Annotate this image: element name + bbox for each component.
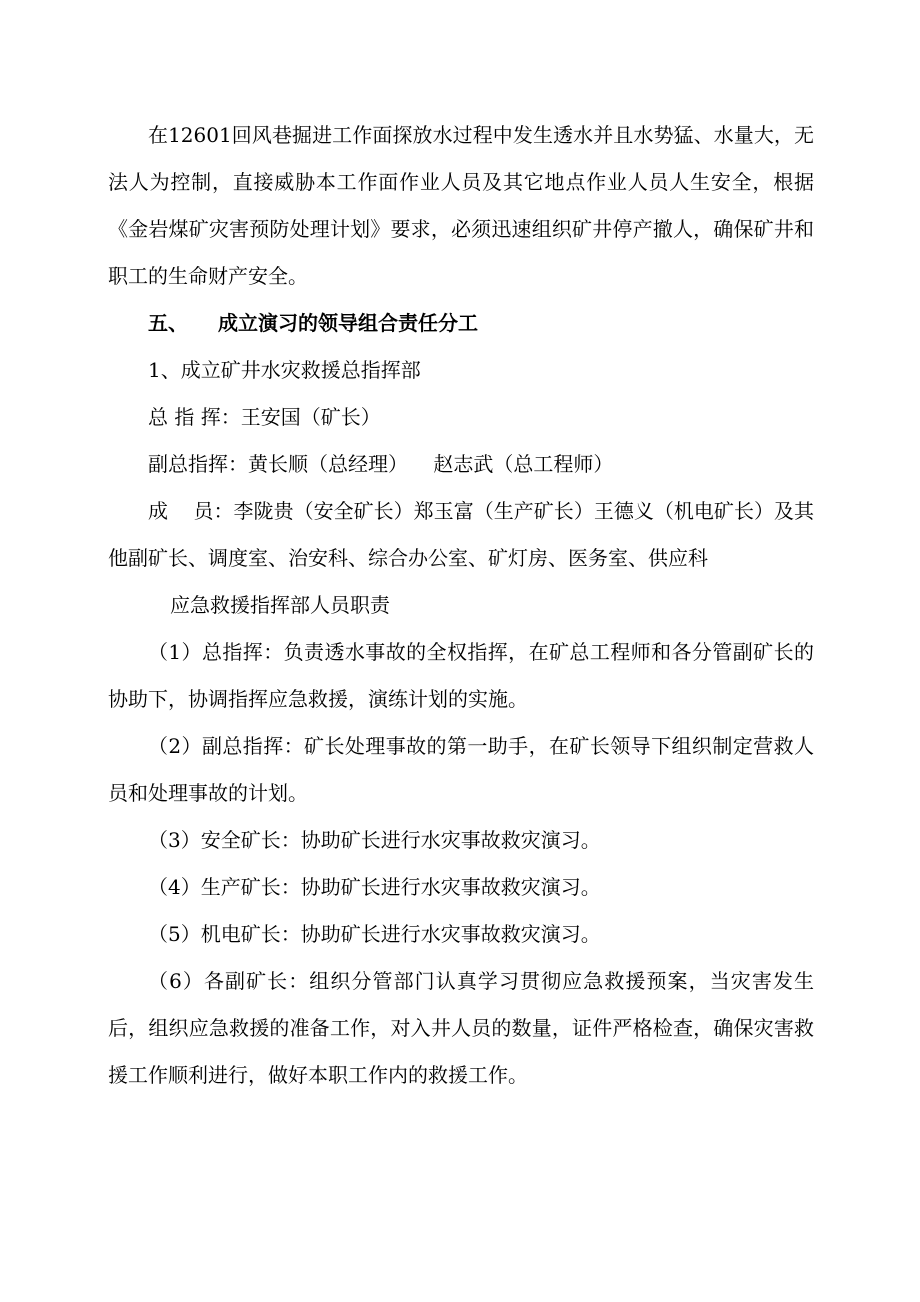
deputy-commander-line: 副总指挥：黄长顺（总经理） 赵志武（总工程师） bbox=[148, 452, 614, 476]
section-title: 成立演习的领导组合责任分工 bbox=[218, 311, 478, 335]
members-line: 成 员：李陇贵（安全矿长）郑玉富（生产矿长）王德义（机电矿长）及其他副矿长、调度室、治安科、综合办公室、矿灯房、医务室、供应科 bbox=[108, 499, 814, 570]
duty-item: （3）安全矿长：协助矿长进行水灾事故救灾演习。 bbox=[148, 828, 601, 852]
duty-item: （1）总指挥：负责透水事故的全权指挥，在矿总工程师和各分管副矿长的协助下，协调指挥应急救援，演练计划的实施。 bbox=[108, 640, 814, 711]
duty-item: （2）副总指挥：矿长处理事故的第一助手，在矿长领导下组织制定营救人员和处理事故的计划。 bbox=[108, 734, 814, 805]
section-heading bbox=[108, 300, 814, 347]
duty-item: （5）机电矿长：协助矿长进行水灾事故救灾演习。 bbox=[148, 922, 601, 946]
duties-title: 应急救援指挥部人员职责 bbox=[170, 593, 390, 617]
document-body bbox=[108, 112, 814, 1099]
section-number: 五、 bbox=[148, 311, 188, 335]
duty-item: （4）生产矿长：协助矿长进行水灾事故救灾演习。 bbox=[148, 875, 601, 899]
commander-line: 总 指 挥：王安国（矿长） bbox=[148, 405, 381, 429]
subsection-title: 1、成立矿井水灾救援总指挥部 bbox=[148, 358, 421, 382]
duty-item: （6）各副矿长：组织分管部门认真学习贯彻应急救援预案，当灾害发生后，组织应急救援的准备工作，对入井人员的数量，证件严格检查，确保灾害救援工作顺利进行，做好本职工作内的救援工作。 bbox=[108, 969, 814, 1087]
intro-paragraph: 在12601回风巷掘进工作面探放水过程中发生透水并且水势猛、水量大，无法人为控制，直接威胁本工作面作业人员及其它地点作业人员人生安全，根据《金岩煤矿灾害预防处理计划》要求，必须迅速组织矿井停产撤人，确保矿井和职工的生命财产安全。 bbox=[108, 123, 814, 288]
